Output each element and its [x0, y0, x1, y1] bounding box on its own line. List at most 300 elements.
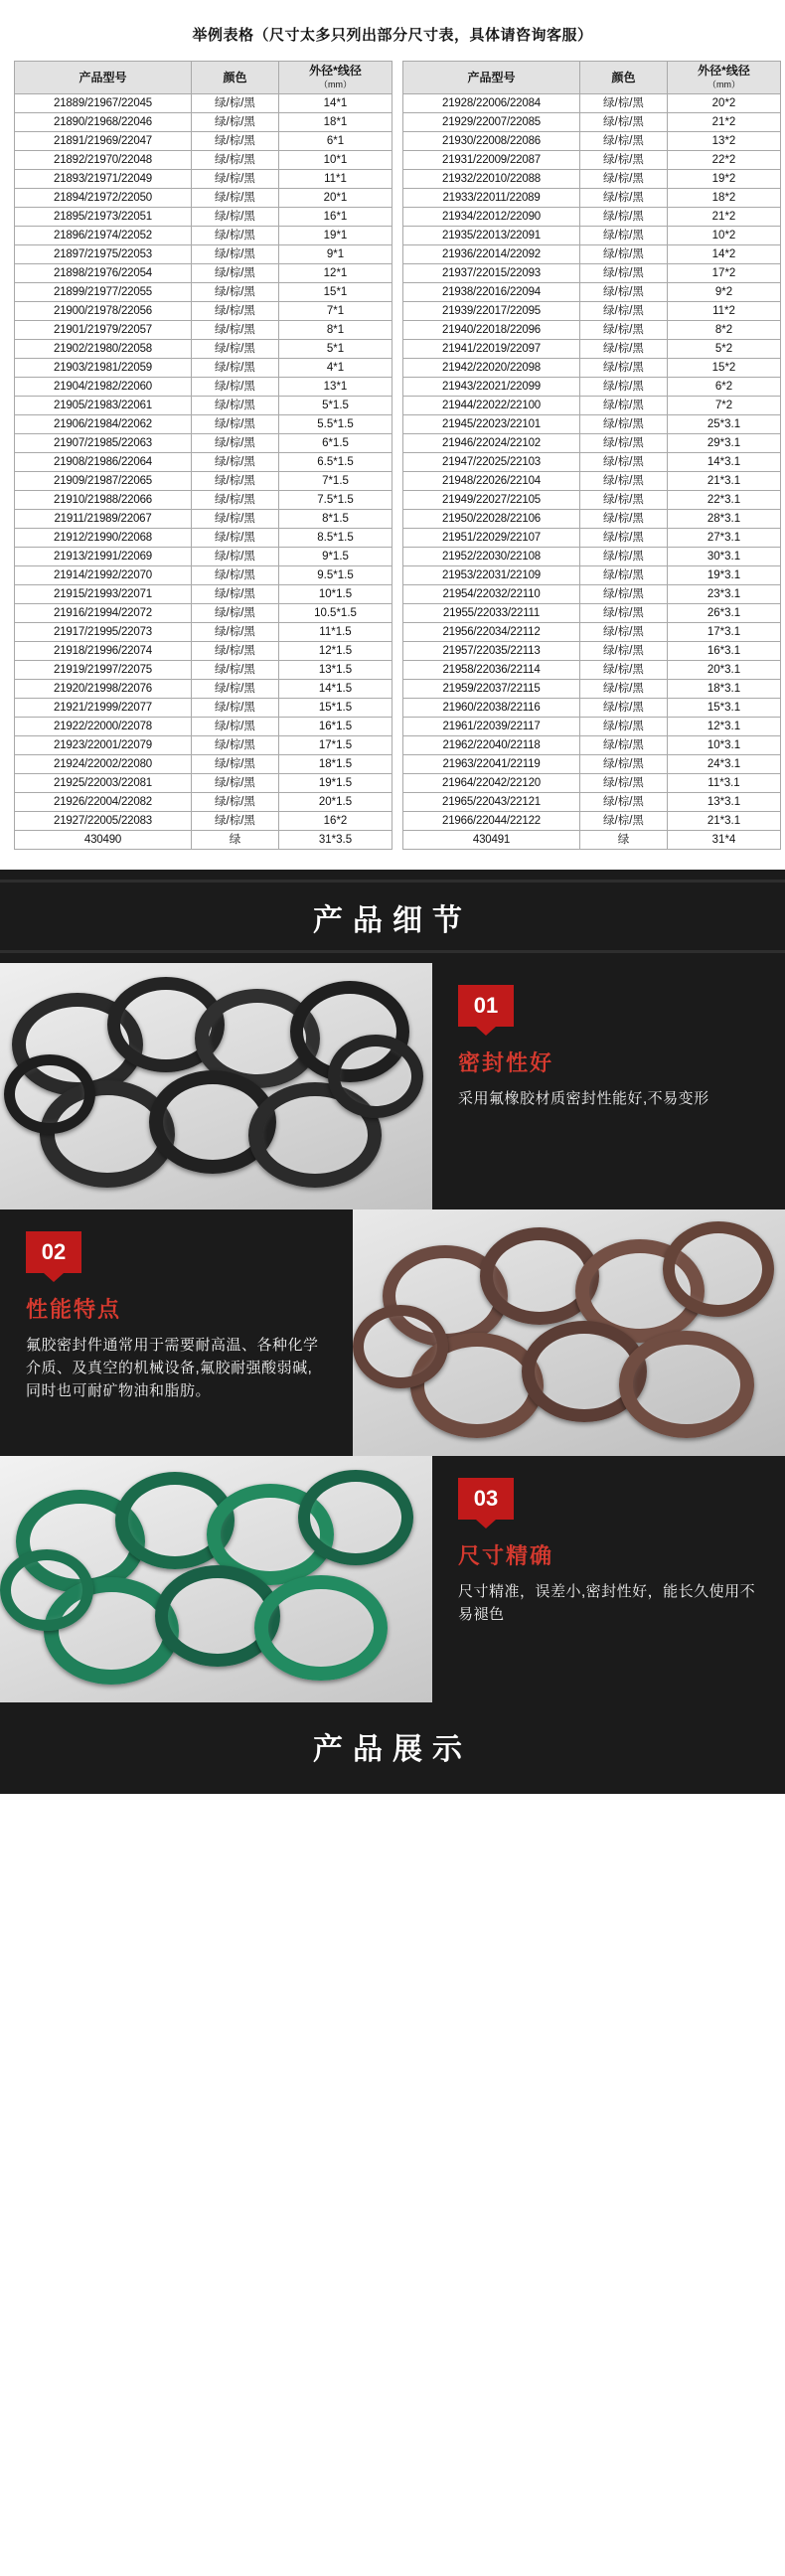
feature-badge-3: 03 [458, 1478, 514, 1520]
feature-title-3: 尺寸精确 [458, 1543, 554, 1568]
cell-size: 27*3.1 [668, 529, 781, 548]
cell-size: 6*2 [668, 378, 781, 397]
cell-size: 21*3.1 [668, 472, 781, 491]
cell-model: 21926/22004/22082 [15, 793, 192, 812]
cell-color: 绿/棕/黑 [580, 170, 668, 189]
cell-model: 21924/22002/22080 [15, 755, 192, 774]
cell-color: 绿/棕/黑 [192, 623, 279, 642]
feature-text-2 [0, 1209, 353, 1456]
cell-size: 6*1.5 [279, 434, 392, 453]
cell-color: 绿/棕/黑 [192, 812, 279, 831]
cell-model: 21940/22018/22096 [403, 321, 580, 340]
table-row [15, 623, 392, 642]
cell-color: 绿/棕/黑 [192, 321, 279, 340]
table-row [15, 831, 392, 850]
cell-model: 21897/21975/22053 [15, 245, 192, 264]
cell-color: 绿/棕/黑 [192, 283, 279, 302]
cell-model: 21943/22021/22099 [403, 378, 580, 397]
cell-size: 10*2 [668, 227, 781, 245]
cell-size: 8*2 [668, 321, 781, 340]
cell-size: 4*1 [279, 359, 392, 378]
table-row [15, 661, 392, 680]
cell-model: 21935/22013/22091 [403, 227, 580, 245]
table-row [15, 113, 392, 132]
cell-model: 21959/22037/22115 [403, 680, 580, 699]
cell-model: 21900/21978/22056 [15, 302, 192, 321]
cell-model: 21927/22005/22083 [15, 812, 192, 831]
feature-title-2: 性能特点 [26, 1297, 122, 1322]
table-row [15, 415, 392, 434]
cell-color: 绿/棕/黑 [192, 113, 279, 132]
table-row [15, 434, 392, 453]
cell-size: 5*1.5 [279, 397, 392, 415]
cell-size: 28*3.1 [668, 510, 781, 529]
cell-model: 21905/21983/22061 [15, 397, 192, 415]
table-row [403, 340, 781, 359]
cell-color: 绿/棕/黑 [580, 491, 668, 510]
cell-color: 绿/棕/黑 [580, 94, 668, 113]
cell-model: 21915/21993/22071 [15, 585, 192, 604]
table-row [15, 585, 392, 604]
cell-model: 21930/22008/22086 [403, 132, 580, 151]
cell-size: 22*3.1 [668, 491, 781, 510]
cell-color: 绿/棕/黑 [192, 661, 279, 680]
cell-model: 21958/22036/22114 [403, 661, 580, 680]
cell-color: 绿/棕/黑 [580, 472, 668, 491]
cell-size: 29*3.1 [668, 434, 781, 453]
cell-size: 16*1.5 [279, 718, 392, 736]
cell-model: 21909/21987/22065 [15, 472, 192, 491]
details-banner [0, 870, 785, 963]
feature-desc-3: 尺寸精准，误差小,密封性好，能长久使用不易褪色 [458, 1583, 756, 1623]
cell-size: 20*3.1 [668, 661, 781, 680]
cell-size: 15*1 [279, 283, 392, 302]
cell-size: 30*3.1 [668, 548, 781, 566]
header-size-label: 外径*线径 [698, 64, 750, 78]
cell-size: 10*1.5 [279, 585, 392, 604]
cell-size: 19*1 [279, 227, 392, 245]
cell-color: 绿/棕/黑 [192, 585, 279, 604]
cell-size: 31*4 [668, 831, 781, 850]
cell-size: 12*1.5 [279, 642, 392, 661]
cell-color: 绿/棕/黑 [580, 812, 668, 831]
cell-color: 绿/棕/黑 [580, 548, 668, 566]
cell-model: 21917/21995/22073 [15, 623, 192, 642]
cell-color: 绿/棕/黑 [580, 434, 668, 453]
header-size [279, 62, 392, 94]
table-row [403, 132, 781, 151]
cell-model: 21961/22039/22117 [403, 718, 580, 736]
feature-row-1 [0, 963, 785, 1209]
cell-model: 21952/22030/22108 [403, 548, 580, 566]
cell-color: 绿/棕/黑 [192, 132, 279, 151]
cell-model: 21949/22027/22105 [403, 491, 580, 510]
table-row [15, 94, 392, 113]
cell-color: 绿/棕/黑 [192, 566, 279, 585]
cell-color: 绿/棕/黑 [580, 245, 668, 264]
cell-color: 绿/棕/黑 [580, 680, 668, 699]
table-row [15, 736, 392, 755]
cell-model: 21931/22009/22087 [403, 151, 580, 170]
table-title: 举例表格（尺寸太多只列出部分尺寸表，具体请咨询客服） [192, 27, 593, 44]
cell-model: 21914/21992/22070 [15, 566, 192, 585]
table-row [15, 245, 392, 264]
cell-color: 绿/棕/黑 [580, 415, 668, 434]
table-row [15, 321, 392, 340]
cell-model: 21964/22042/22120 [403, 774, 580, 793]
cell-color: 绿/棕/黑 [580, 604, 668, 623]
table-row [403, 397, 781, 415]
cell-size: 16*1 [279, 208, 392, 227]
cell-color: 绿/棕/黑 [192, 680, 279, 699]
cell-model: 21945/22023/22101 [403, 415, 580, 434]
table-row [403, 831, 781, 850]
spec-table-right [402, 61, 781, 850]
cell-color: 绿/棕/黑 [580, 623, 668, 642]
cell-model: 21918/21996/22074 [15, 642, 192, 661]
table-row [403, 623, 781, 642]
cell-size: 12*3.1 [668, 718, 781, 736]
cell-size: 23*3.1 [668, 585, 781, 604]
table-header-row [403, 62, 781, 94]
cell-color: 绿/棕/黑 [192, 245, 279, 264]
cell-color: 绿/棕/黑 [192, 94, 279, 113]
cell-color: 绿/棕/黑 [580, 227, 668, 245]
cell-color: 绿/棕/黑 [192, 472, 279, 491]
cell-model: 21925/22003/22081 [15, 774, 192, 793]
cell-model: 21894/21972/22050 [15, 189, 192, 208]
ring-scene-black [0, 963, 432, 1209]
table-row [15, 604, 392, 623]
cell-size: 9*1.5 [279, 548, 392, 566]
feature-title-1: 密封性好 [458, 1050, 554, 1075]
cell-color: 绿/棕/黑 [580, 793, 668, 812]
cell-size: 9*2 [668, 283, 781, 302]
table-row [15, 529, 392, 548]
cell-size: 5*1 [279, 340, 392, 359]
cell-model: 21901/21979/22057 [15, 321, 192, 340]
table-row [15, 548, 392, 566]
cell-size: 21*2 [668, 208, 781, 227]
cell-size: 15*1.5 [279, 699, 392, 718]
feature-text-3 [432, 1456, 785, 1702]
table-row [15, 680, 392, 699]
cell-model: 21957/22035/22113 [403, 642, 580, 661]
cell-color: 绿/棕/黑 [580, 151, 668, 170]
header-color: 颜色 [192, 62, 279, 94]
table-row [15, 510, 392, 529]
cell-model: 21960/22038/22116 [403, 699, 580, 718]
cell-color: 绿/棕/黑 [192, 151, 279, 170]
cell-color: 绿/棕/黑 [192, 548, 279, 566]
cell-size: 16*2 [279, 812, 392, 831]
cell-size: 8*1 [279, 321, 392, 340]
cell-size: 10.5*1.5 [279, 604, 392, 623]
cell-model: 21889/21967/22045 [15, 94, 192, 113]
table-row [403, 755, 781, 774]
table-row [403, 170, 781, 189]
cell-size: 17*3.1 [668, 623, 781, 642]
table-row [403, 378, 781, 397]
cell-size: 18*1.5 [279, 755, 392, 774]
cell-model: 21928/22006/22084 [403, 94, 580, 113]
cell-color: 绿/棕/黑 [580, 453, 668, 472]
cell-color: 绿/棕/黑 [192, 774, 279, 793]
table-row [15, 264, 392, 283]
cell-model: 21966/22044/22122 [403, 812, 580, 831]
table-row [15, 453, 392, 472]
cell-size: 7.5*1.5 [279, 491, 392, 510]
cell-model: 21921/21999/22077 [15, 699, 192, 718]
cell-model: 21902/21980/22058 [15, 340, 192, 359]
header-size-unit: （mm） [319, 80, 352, 89]
cell-size: 13*1 [279, 378, 392, 397]
cell-size: 17*2 [668, 264, 781, 283]
table-row [15, 189, 392, 208]
cell-model: 21955/22033/22111 [403, 604, 580, 623]
banner-top-rule [0, 880, 785, 883]
cell-model: 21903/21981/22059 [15, 359, 192, 378]
cell-color: 绿/棕/黑 [192, 642, 279, 661]
feature-desc-1: 采用氟橡胶材质密封性能好,不易变形 [458, 1090, 709, 1107]
cell-model: 21941/22019/22097 [403, 340, 580, 359]
feature-badge-2: 02 [26, 1231, 81, 1273]
cell-model: 21891/21969/22047 [15, 132, 192, 151]
table-row [403, 548, 781, 566]
cell-color: 绿/棕/黑 [580, 359, 668, 378]
details-banner-title: 产品细节 [313, 904, 472, 937]
table-row [15, 812, 392, 831]
cell-color: 绿/棕/黑 [580, 642, 668, 661]
table-row [15, 472, 392, 491]
table-row [403, 245, 781, 264]
cell-model: 21936/22014/22092 [403, 245, 580, 264]
cell-size: 13*2 [668, 132, 781, 151]
cell-model: 21962/22040/22118 [403, 736, 580, 755]
table-row [403, 566, 781, 585]
table-row [15, 718, 392, 736]
table-row [403, 699, 781, 718]
cell-model: 21922/22000/22078 [15, 718, 192, 736]
ring-scene-green [0, 1456, 432, 1702]
table-row [403, 491, 781, 510]
spec-table-left [14, 61, 392, 850]
cell-color: 绿/棕/黑 [192, 170, 279, 189]
feature-desc-2: 氟胶密封件通常用于需要耐高温、各种化学介质、及真空的机械设备,氟胶耐强酸弱碱,同时也可耐矿物油和脂肪。 [26, 1337, 319, 1399]
cell-model: 21920/21998/22076 [15, 680, 192, 699]
cell-model: 21890/21968/22046 [15, 113, 192, 132]
header-model: 产品型号 [15, 62, 192, 94]
table-row [403, 585, 781, 604]
cell-model: 21956/22034/22112 [403, 623, 580, 642]
table-row [403, 415, 781, 434]
feature-text-1 [432, 963, 785, 1209]
table-row [15, 642, 392, 661]
table-row [403, 151, 781, 170]
table-row [403, 227, 781, 245]
cell-model: 21953/22031/22109 [403, 566, 580, 585]
cell-model: 21913/21991/22069 [15, 548, 192, 566]
table-row [15, 774, 392, 793]
cell-model: 21907/21985/22063 [15, 434, 192, 453]
cell-color: 绿/棕/黑 [580, 321, 668, 340]
cell-model: 21946/22024/22102 [403, 434, 580, 453]
table-row [403, 661, 781, 680]
table-row [15, 340, 392, 359]
table-row [15, 755, 392, 774]
header-size-unit: （mm） [707, 80, 740, 89]
cell-size: 21*2 [668, 113, 781, 132]
cell-color: 绿/棕/黑 [192, 434, 279, 453]
cell-model: 21942/22020/22098 [403, 359, 580, 378]
cell-size: 5*2 [668, 340, 781, 359]
ring-scene-brown [353, 1209, 785, 1456]
table-row [15, 378, 392, 397]
cell-color: 绿/棕/黑 [192, 736, 279, 755]
cell-color: 绿 [192, 831, 279, 850]
cell-color: 绿/棕/黑 [192, 378, 279, 397]
cell-model: 21912/21990/22068 [15, 529, 192, 548]
cell-size: 19*3.1 [668, 566, 781, 585]
cell-model: 21965/22043/22121 [403, 793, 580, 812]
cell-model: 21893/21971/22049 [15, 170, 192, 189]
cell-size: 8.5*1.5 [279, 529, 392, 548]
cell-model: 21916/21994/22072 [15, 604, 192, 623]
cell-color: 绿/棕/黑 [580, 699, 668, 718]
cell-color: 绿/棕/黑 [192, 397, 279, 415]
table-row [403, 113, 781, 132]
cell-model: 21938/22016/22094 [403, 283, 580, 302]
cell-color: 绿/棕/黑 [580, 340, 668, 359]
cell-size: 14*1 [279, 94, 392, 113]
cell-size: 13*3.1 [668, 793, 781, 812]
cell-model: 21947/22025/22103 [403, 453, 580, 472]
table-row [15, 793, 392, 812]
cell-size: 9.5*1.5 [279, 566, 392, 585]
cell-model: 21896/21974/22052 [15, 227, 192, 245]
cell-model: 21919/21997/22075 [15, 661, 192, 680]
feature-row-2 [0, 1209, 785, 1456]
cell-color: 绿/棕/黑 [192, 453, 279, 472]
cell-size: 11*3.1 [668, 774, 781, 793]
cell-model: 21934/22012/22090 [403, 208, 580, 227]
cell-color: 绿/棕/黑 [580, 208, 668, 227]
cell-color: 绿/棕/黑 [580, 774, 668, 793]
black-o-rings-photo [0, 963, 432, 1209]
table-row [403, 718, 781, 736]
showcase-banner [0, 1702, 785, 1794]
spec-table-section [0, 0, 785, 860]
cell-color: 绿/棕/黑 [192, 189, 279, 208]
table-row [15, 170, 392, 189]
cell-color: 绿/棕/黑 [580, 661, 668, 680]
cell-color: 绿/棕/黑 [192, 415, 279, 434]
cell-model: 21963/22041/22119 [403, 755, 580, 774]
cell-model: 21954/22032/22110 [403, 585, 580, 604]
cell-size: 12*1 [279, 264, 392, 283]
cell-size: 15*3.1 [668, 699, 781, 718]
cell-model: 21895/21973/22051 [15, 208, 192, 227]
cell-model: 430490 [15, 831, 192, 850]
cell-model: 21911/21989/22067 [15, 510, 192, 529]
header-color: 颜色 [580, 62, 668, 94]
cell-color: 绿/棕/黑 [192, 359, 279, 378]
cell-size: 13*1.5 [279, 661, 392, 680]
cell-color: 绿/棕/黑 [192, 699, 279, 718]
cell-size: 14*1.5 [279, 680, 392, 699]
table-row [403, 736, 781, 755]
table-row [403, 793, 781, 812]
cell-color: 绿/棕/黑 [580, 113, 668, 132]
table-row [403, 434, 781, 453]
header-model: 产品型号 [403, 62, 580, 94]
feature-badge-1: 01 [458, 985, 514, 1027]
cell-size: 11*1.5 [279, 623, 392, 642]
cell-model: 21951/22029/22107 [403, 529, 580, 548]
cell-size: 15*2 [668, 359, 781, 378]
table-row [403, 529, 781, 548]
cell-model: 21910/21988/22066 [15, 491, 192, 510]
cell-color: 绿/棕/黑 [580, 264, 668, 283]
cell-size: 14*3.1 [668, 453, 781, 472]
table-row [403, 472, 781, 491]
table-row [15, 227, 392, 245]
cell-color: 绿/棕/黑 [192, 208, 279, 227]
cell-size: 18*3.1 [668, 680, 781, 699]
cell-size: 5.5*1.5 [279, 415, 392, 434]
table-row [403, 642, 781, 661]
cell-model: 430491 [403, 831, 580, 850]
section-spacer [0, 860, 785, 870]
cell-color: 绿/棕/黑 [580, 283, 668, 302]
cell-color: 绿/棕/黑 [580, 302, 668, 321]
header-size-label: 外径*线径 [309, 64, 362, 78]
table-row [403, 208, 781, 227]
cell-size: 18*2 [668, 189, 781, 208]
cell-size: 7*2 [668, 397, 781, 415]
cell-size: 31*3.5 [279, 831, 392, 850]
table-row [403, 604, 781, 623]
table-row [403, 283, 781, 302]
cell-model: 21898/21976/22054 [15, 264, 192, 283]
cell-color: 绿/棕/黑 [580, 718, 668, 736]
table-row [403, 359, 781, 378]
cell-size: 22*2 [668, 151, 781, 170]
cell-model: 21892/21970/22048 [15, 151, 192, 170]
table-row [15, 283, 392, 302]
table-row [403, 302, 781, 321]
cell-color: 绿/棕/黑 [580, 566, 668, 585]
table-row [15, 302, 392, 321]
cell-color: 绿/棕/黑 [192, 302, 279, 321]
brown-o-rings-photo [353, 1209, 785, 1456]
table-row [403, 680, 781, 699]
cell-color: 绿/棕/黑 [192, 718, 279, 736]
product-details-section [0, 870, 785, 1794]
cell-size: 18*1 [279, 113, 392, 132]
cell-size: 14*2 [668, 245, 781, 264]
table-row [15, 208, 392, 227]
cell-model: 21937/22015/22093 [403, 264, 580, 283]
showcase-banner-title: 产品展示 [313, 1733, 472, 1766]
green-o-rings-photo [0, 1456, 432, 1702]
cell-color: 绿/棕/黑 [192, 793, 279, 812]
cell-color: 绿/棕/黑 [580, 397, 668, 415]
cell-model: 21906/21984/22062 [15, 415, 192, 434]
cell-color: 绿/棕/黑 [580, 510, 668, 529]
table-row [15, 491, 392, 510]
cell-color: 绿/棕/黑 [580, 736, 668, 755]
